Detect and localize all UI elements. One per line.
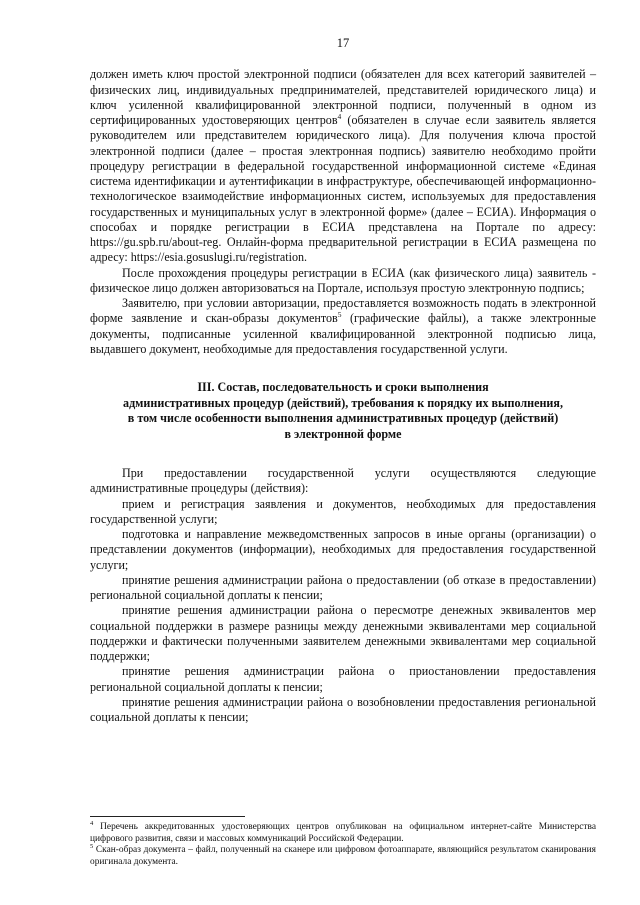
page-number: 17	[336, 36, 350, 50]
list-item-procedure: принятие решения администрации района о возобновлении предоставления региональной социальной доплаты к пенсии;	[90, 694, 596, 724]
footnote-mark: 5	[90, 843, 94, 851]
footnote-4	[90, 819, 596, 845]
footnote-mark: 4	[90, 819, 94, 827]
paragraph-authorization	[90, 266, 596, 297]
list-item-procedure: принятие решения администрации района о пересмотре денежных эквивалентов мер социальной поддержки в размере разницы между денежными эквивалентами мер социальной поддержки и фактически полученными заявителем денежными эквивалентами мер социальной поддержки;	[90, 603, 596, 663]
list-item-procedure: принятие решения администрации района о предоставлении (об отказе в предоставлении) региональной социальной доплаты к пенсии;	[90, 572, 596, 602]
paragraph-text: После прохождения процедуры регистрации в ЕСИА (как физического лица) заявитель - физическое лицо должен авторизоваться на Портале, используя простую электронную подпись;	[90, 265, 596, 295]
list-item-procedure: подготовка и направление межведомственных запросов в иные органы (организации) о представлении документов (информации), необходимых для предоставления государственной услуги;	[90, 527, 596, 572]
paragraph-procedures-intro: При предоставлении государственной услуги осуществляются следующие административные процедуры (действия):	[90, 466, 596, 496]
section-heading	[90, 380, 596, 442]
section-heading-line: административных процедур (действий), требования к порядку их выполнения,	[123, 395, 563, 410]
footnotes	[90, 819, 596, 868]
paragraph-text: (обязателен в случае если заявитель является руководителем или представителем юридического лица). Для получения ключа простой электронной подписи (далее – простая электронная подпись) заявителю необходимо пройти процедуру регистрации в федеральной государственной информационной системе «Единая система идентификации и аутентификации в инфраструктуре, обеспечивающей информационно-технологическое взаимодействие информационных систем, используемых для предоставления государственных и муниципальных услуг в электронной форме» (далее – ЕСИА). Информация о способах и порядке регистрации в ЕСИА представлена на Портале по адресу: https://gu.spb.ru/about-reg. Онлайн-форма предварительной регистрации в ЕСИА размещена по адресу: https://esia.gosuslugi.ru/registration.	[90, 113, 596, 265]
paragraph-text: (графические файлы), а также электронные документы, подписанные усиленной квалифицированной электронной подписью лица, выдавшего документ, необходимые для предоставления государственной услуги.	[90, 311, 596, 356]
paragraph-text: Заявителю, при условии авторизации, предоставляется возможность подать в электронной форме заявление и скан-образы документов	[90, 296, 596, 326]
section-heading-line: в том числе особенности выполнения административных процедур (действий)	[127, 411, 559, 425]
list-item-procedure: прием и регистрация заявления и документов, необходимых для предоставления государственной услуги;	[90, 496, 596, 526]
paragraph-submission	[90, 296, 596, 357]
paragraph-esia-requirements	[90, 67, 596, 265]
footnote-5	[90, 845, 596, 868]
section-heading-line: III. Состав, последовательность и сроки выполнения	[197, 380, 489, 394]
footnote-text: Скан-образ документа – файл, полученный на сканере или цифровом фотоаппарате, являющийся результатом сканирования оригинала документа.	[90, 845, 596, 867]
list-item-procedure: принятие решения администрации района о приостановлении предоставления региональной социальной доплаты к пенсии;	[90, 664, 596, 694]
footnote-divider	[90, 816, 245, 817]
footnote-text: Перечень аккредитованных удостоверяющих центров опубликован на официальном интернет-сайте Министерства цифрового развития, связи и массовых коммуникаций Российской Федерации.	[90, 822, 596, 844]
footnote-reference: 4	[337, 111, 342, 121]
paragraph-text: должен иметь ключ простой электронной подписи (обязателен для всех категорий заявителей – физических лиц, индивидуальных предпринимателей, представителей юридического лица) и ключ усиленной квалифицированной электронной подписи, полученный в одном из сертифицированных удостоверяющих центров	[90, 67, 596, 127]
footnote-reference: 5	[337, 310, 342, 320]
section-heading-line: в электронной форме	[284, 426, 402, 441]
